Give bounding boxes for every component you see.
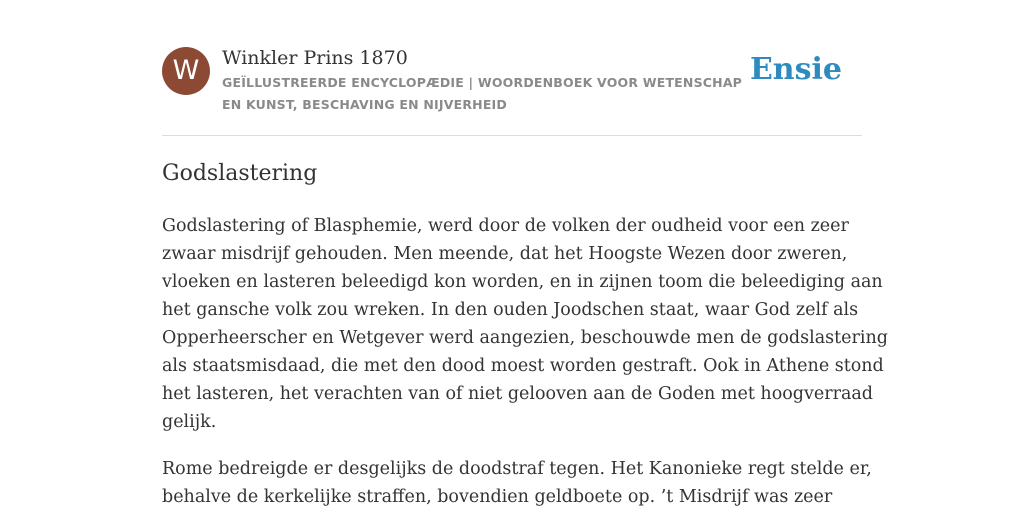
source-subtitle: GEÏLLUSTREERDE ENCYCLOPÆDIE | WOORDENBOEK VOOR WETENSCHAP EN KUNST, BESCHAVING EN NIJVERHEID	[222, 75, 743, 112]
article-title: Godslastering	[162, 161, 318, 186]
article-paragraph	[162, 455, 872, 511]
source-avatar[interactable]: W	[162, 47, 210, 95]
paragraph-line: vloeken en lasteren beleedigd kon worden, en in zijnen toom die beleediging aan	[162, 272, 883, 292]
brand-logo[interactable]: Ensie	[749, 52, 842, 87]
paragraph-line: het lasteren, het verachten van of niet gelooven aan de Goden met hoogverraad	[162, 384, 874, 404]
article-body	[162, 212, 888, 512]
paragraph-line: zwaar misdrijf gehouden. Men meende, dat het Hoogste Wezen door zweren,	[162, 244, 848, 264]
header-divider	[162, 135, 862, 136]
paragraph-line: als staatsmisdaad, die met den dood moest worden gestraft. Ook in Athene stond	[162, 356, 884, 376]
paragraph-line: Opperheerscher en Wetgever werd aangezien, beschouwde men de godslastering	[162, 328, 888, 348]
paragraph-line: Godslastering of Blasphemie, werd door de volken der oudheid voor een zeer	[162, 216, 849, 236]
paragraph-line: Rome bedreigde er desgelijks de doodstraf tegen. Het Kanonieke regt stelde er,	[162, 459, 872, 479]
paragraph-line: behalve de kerkelijke straffen, bovendien geldboete op. ’t Misdrijf was zeer	[162, 487, 833, 507]
source-header	[162, 46, 862, 116]
paragraph-line: het gansche volk zou wreken. In den ouden Joodschen staat, waar God zelf als	[162, 300, 859, 320]
source-title[interactable]: Winkler Prins 1870	[222, 47, 408, 69]
paragraph-line: gelijk.	[162, 412, 217, 432]
article-paragraph	[162, 212, 888, 436]
